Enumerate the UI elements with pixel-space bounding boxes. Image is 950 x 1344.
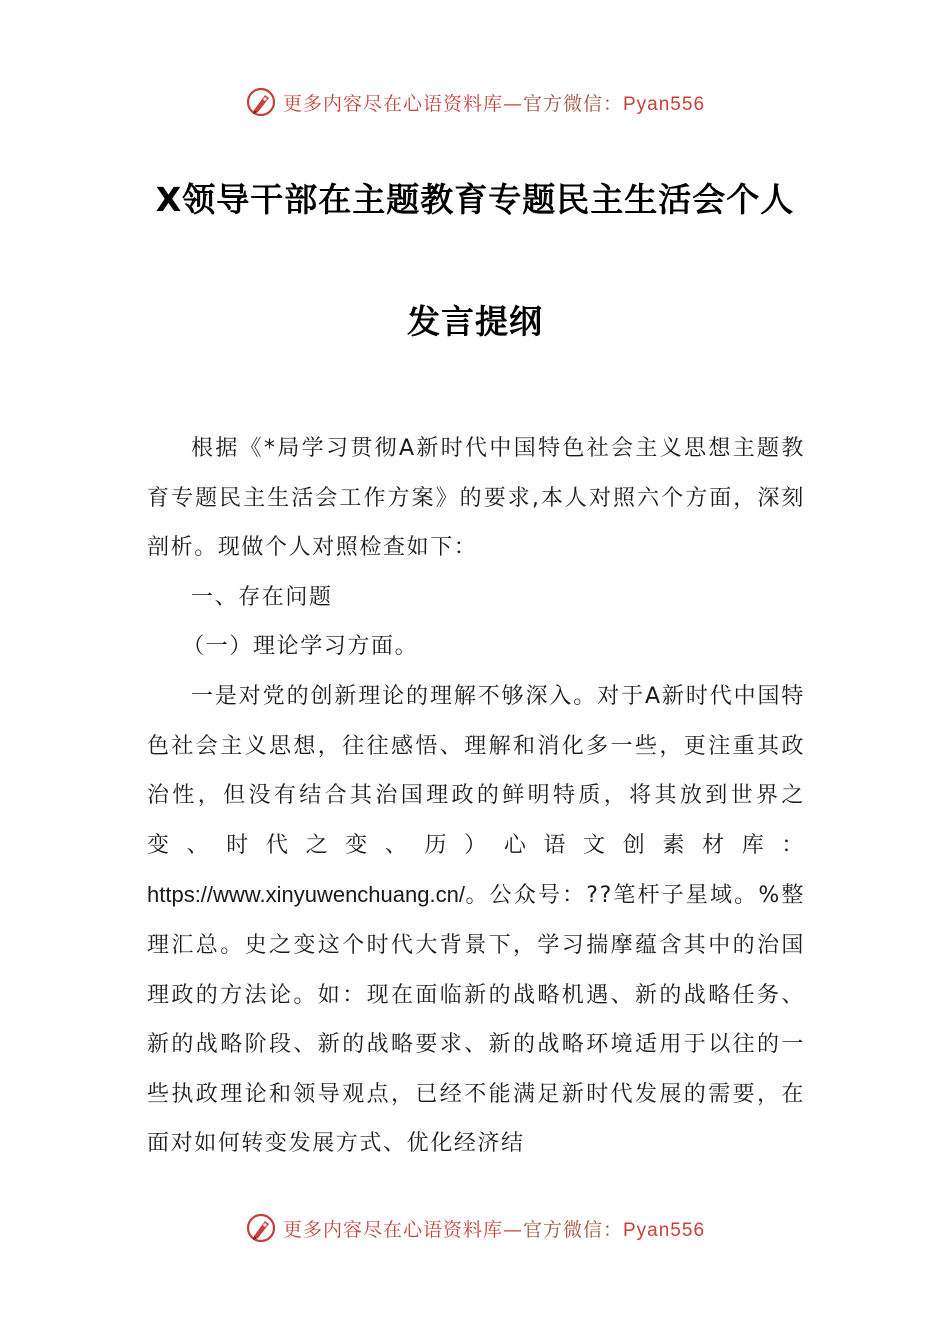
banner-wechat-id: Pyan556: [623, 1219, 706, 1241]
banner-text: [283, 1215, 705, 1242]
banner-dash: —: [502, 1218, 523, 1241]
document-title-line-1: X领导干部在主题教育专题民主生活会个人: [155, 180, 795, 219]
banner-wechat-label: 官方微信：: [522, 1218, 623, 1241]
document-title-line-2: 发言提纲: [407, 302, 543, 341]
banner-text: [283, 89, 705, 116]
footer-banner: [0, 1208, 950, 1248]
intro-paragraph: 根据《*局学习贯彻A新时代中国特色社会主义思想主题教育专题民主生活会工作方案》的要求,本人对照六个方面，深刻剖析。现做个人对照检查如下：: [147, 436, 805, 561]
section-heading-problems: 一、存在问题: [191, 584, 333, 610]
pen-nib-logo-icon: [245, 86, 277, 118]
header-banner: [0, 82, 950, 122]
banner-main-text: 更多内容尽在心语资料库: [282, 92, 503, 115]
paragraph-text-part-1: 一是对党的创新理论的理解不够深入。对于A新时代中国特色社会主义思想，往往感悟、理解和消化多一些，更注重其政治性，但没有结合其治国理政的鲜明特质，将其放到世界之变、时代之变、历）心语文创素材库：: [147, 683, 805, 858]
document-body: [147, 424, 805, 1169]
source-url-link[interactable]: https://www.xinyuwenchuang.cn/: [147, 882, 465, 908]
paragraph-text-part-2: 。公众号：??笔杆子星域。%整理汇总。史之变这个时代大背景下，学习揣摩蕴含其中的治国理政的方法论。如：现在面临新的战略机遇、新的战略任务、新的战略阶段、新的战略要求、新的战略环境适用于以往的一些执政理论和领导观点，已经不能满足新时代发展的需要，在面对如何转变发展方式、优化经济结: [147, 883, 805, 1157]
banner-wechat-label: 官方微信：: [522, 92, 623, 115]
paragraph-theory-understanding: [147, 672, 805, 1169]
banner-main-text: 更多内容尽在心语资料库: [282, 1218, 503, 1241]
pen-nib-logo-icon: [245, 1212, 277, 1244]
banner-wechat-id: Pyan556: [623, 93, 706, 115]
banner-dash: —: [502, 92, 523, 115]
subsection-heading-theory: （一）理论学习方面。: [182, 634, 419, 660]
